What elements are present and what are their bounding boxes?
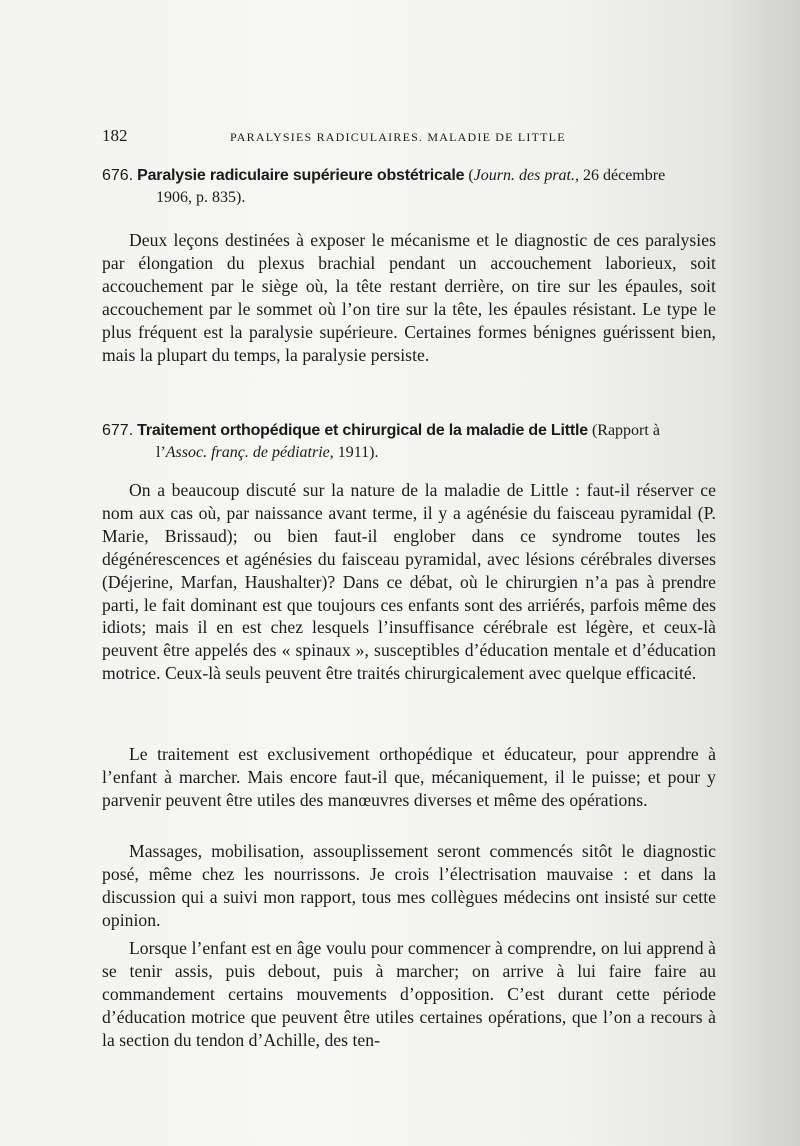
source-journal: Journ. des prat. bbox=[473, 167, 575, 184]
source-open: ( bbox=[464, 167, 474, 184]
entry-title: Paralysie radiculaire supérieure obstétricale bbox=[137, 167, 465, 184]
source-open: (Rapport à bbox=[587, 422, 660, 439]
entry-title: Traitement orthopédique et chirurgical de la maladie de Little bbox=[137, 422, 588, 439]
source-line-2: 1906, p. 835). bbox=[156, 189, 246, 206]
source-suffix: , 1911). bbox=[329, 444, 379, 461]
entry-677-paragraph-4: Lorsque l’enfant est en âge voulu pour commencer à comprendre, on lui apprend à se tenir assis, puis debout, puis à marcher; on arrive à lui faire faire au commandement certains mouvements d’opposition. C’est durant cette période d’éducation motrice que peuvent être utiles certaines opérations, que l’on a recours à la section du tendon d’Achille, des ten- bbox=[102, 938, 716, 1050]
source-line-2 bbox=[102, 442, 716, 464]
entry-676-heading bbox=[102, 165, 716, 209]
entry-677-heading bbox=[102, 420, 716, 464]
source-prefix: l’ bbox=[156, 444, 166, 461]
entry-number: 677. bbox=[102, 422, 134, 439]
running-header bbox=[102, 126, 716, 150]
source-journal: Assoc. franç. de pédiatrie bbox=[165, 444, 330, 461]
source-rest: , 26 décembre bbox=[574, 167, 666, 184]
entry-677-paragraph-2: Le traitement est exclusivement orthopédique et éducateur, pour apprendre à l’enfant à marcher. Mais encore faut-il que, mécaniquement, il le puisse; et pour y parvenir peuvent être utiles des manœuvres diverses et même des opérations. bbox=[102, 744, 716, 810]
entry-number: 676. bbox=[102, 167, 134, 184]
entry-677-paragraph-3: Massages, mobilisation, assouplissement seront commencés sitôt le diagnostic posé, même chez les nourrissons. Je crois l’électrisation mauvaise : et dans la discussion qui a suivi mon rapport, tous mes collègues médecins ont insisté sur cette opinion. bbox=[102, 841, 716, 930]
entry-676-paragraph: Deux leçons destinées à exposer le mécanisme et le diagnostic de ces paralysies par élongation du plexus brachial pendant un accouchement laborieux, soit accouchement par le siège où, la tête restant derrière, on tire sur les épaules, soit accouchement par le sommet où l’on tire sur la tête, les épaules résistant. Le type le plus fréquent est la paralysie supérieure. Certaines formes bénignes guérissent bien, mais la plupart du temps, la paralysie persiste. bbox=[102, 230, 716, 365]
running-title: PARALYSIES RADICULAIRES. MALADIE DE LITTLE bbox=[230, 130, 566, 144]
page-number: 182 bbox=[102, 126, 128, 145]
entry-677-paragraph-1: On a beaucoup discuté sur la nature de la maladie de Little : faut-il réserver ce nom aux cas où, par naissance avant terme, il y a agénésie du faisceau pyramidal (P. Marie, Brissaud); ou bien faut-il englober dans ce syndrome toutes les dégénérescences et agénésies du faisceau pyramidal, avec lésions cérébrales diverses (Déjerine, Marfan, Haushalter)? Dans ce débat, où le chirurgien n’a pas à prendre parti, le fait dominant est que toujours ces enfants sont des arriérés, parfois même des idiots; mais il en est chez lesquels l’insuffisance cérébrale est légère, et ceux-là peuvent être appelés des « spinaux », susceptibles d’éducation mentale et d’éducation motrice. Ceux-là seuls peuvent être traités chirurgicalement avec quelque efficacité. bbox=[102, 480, 716, 684]
